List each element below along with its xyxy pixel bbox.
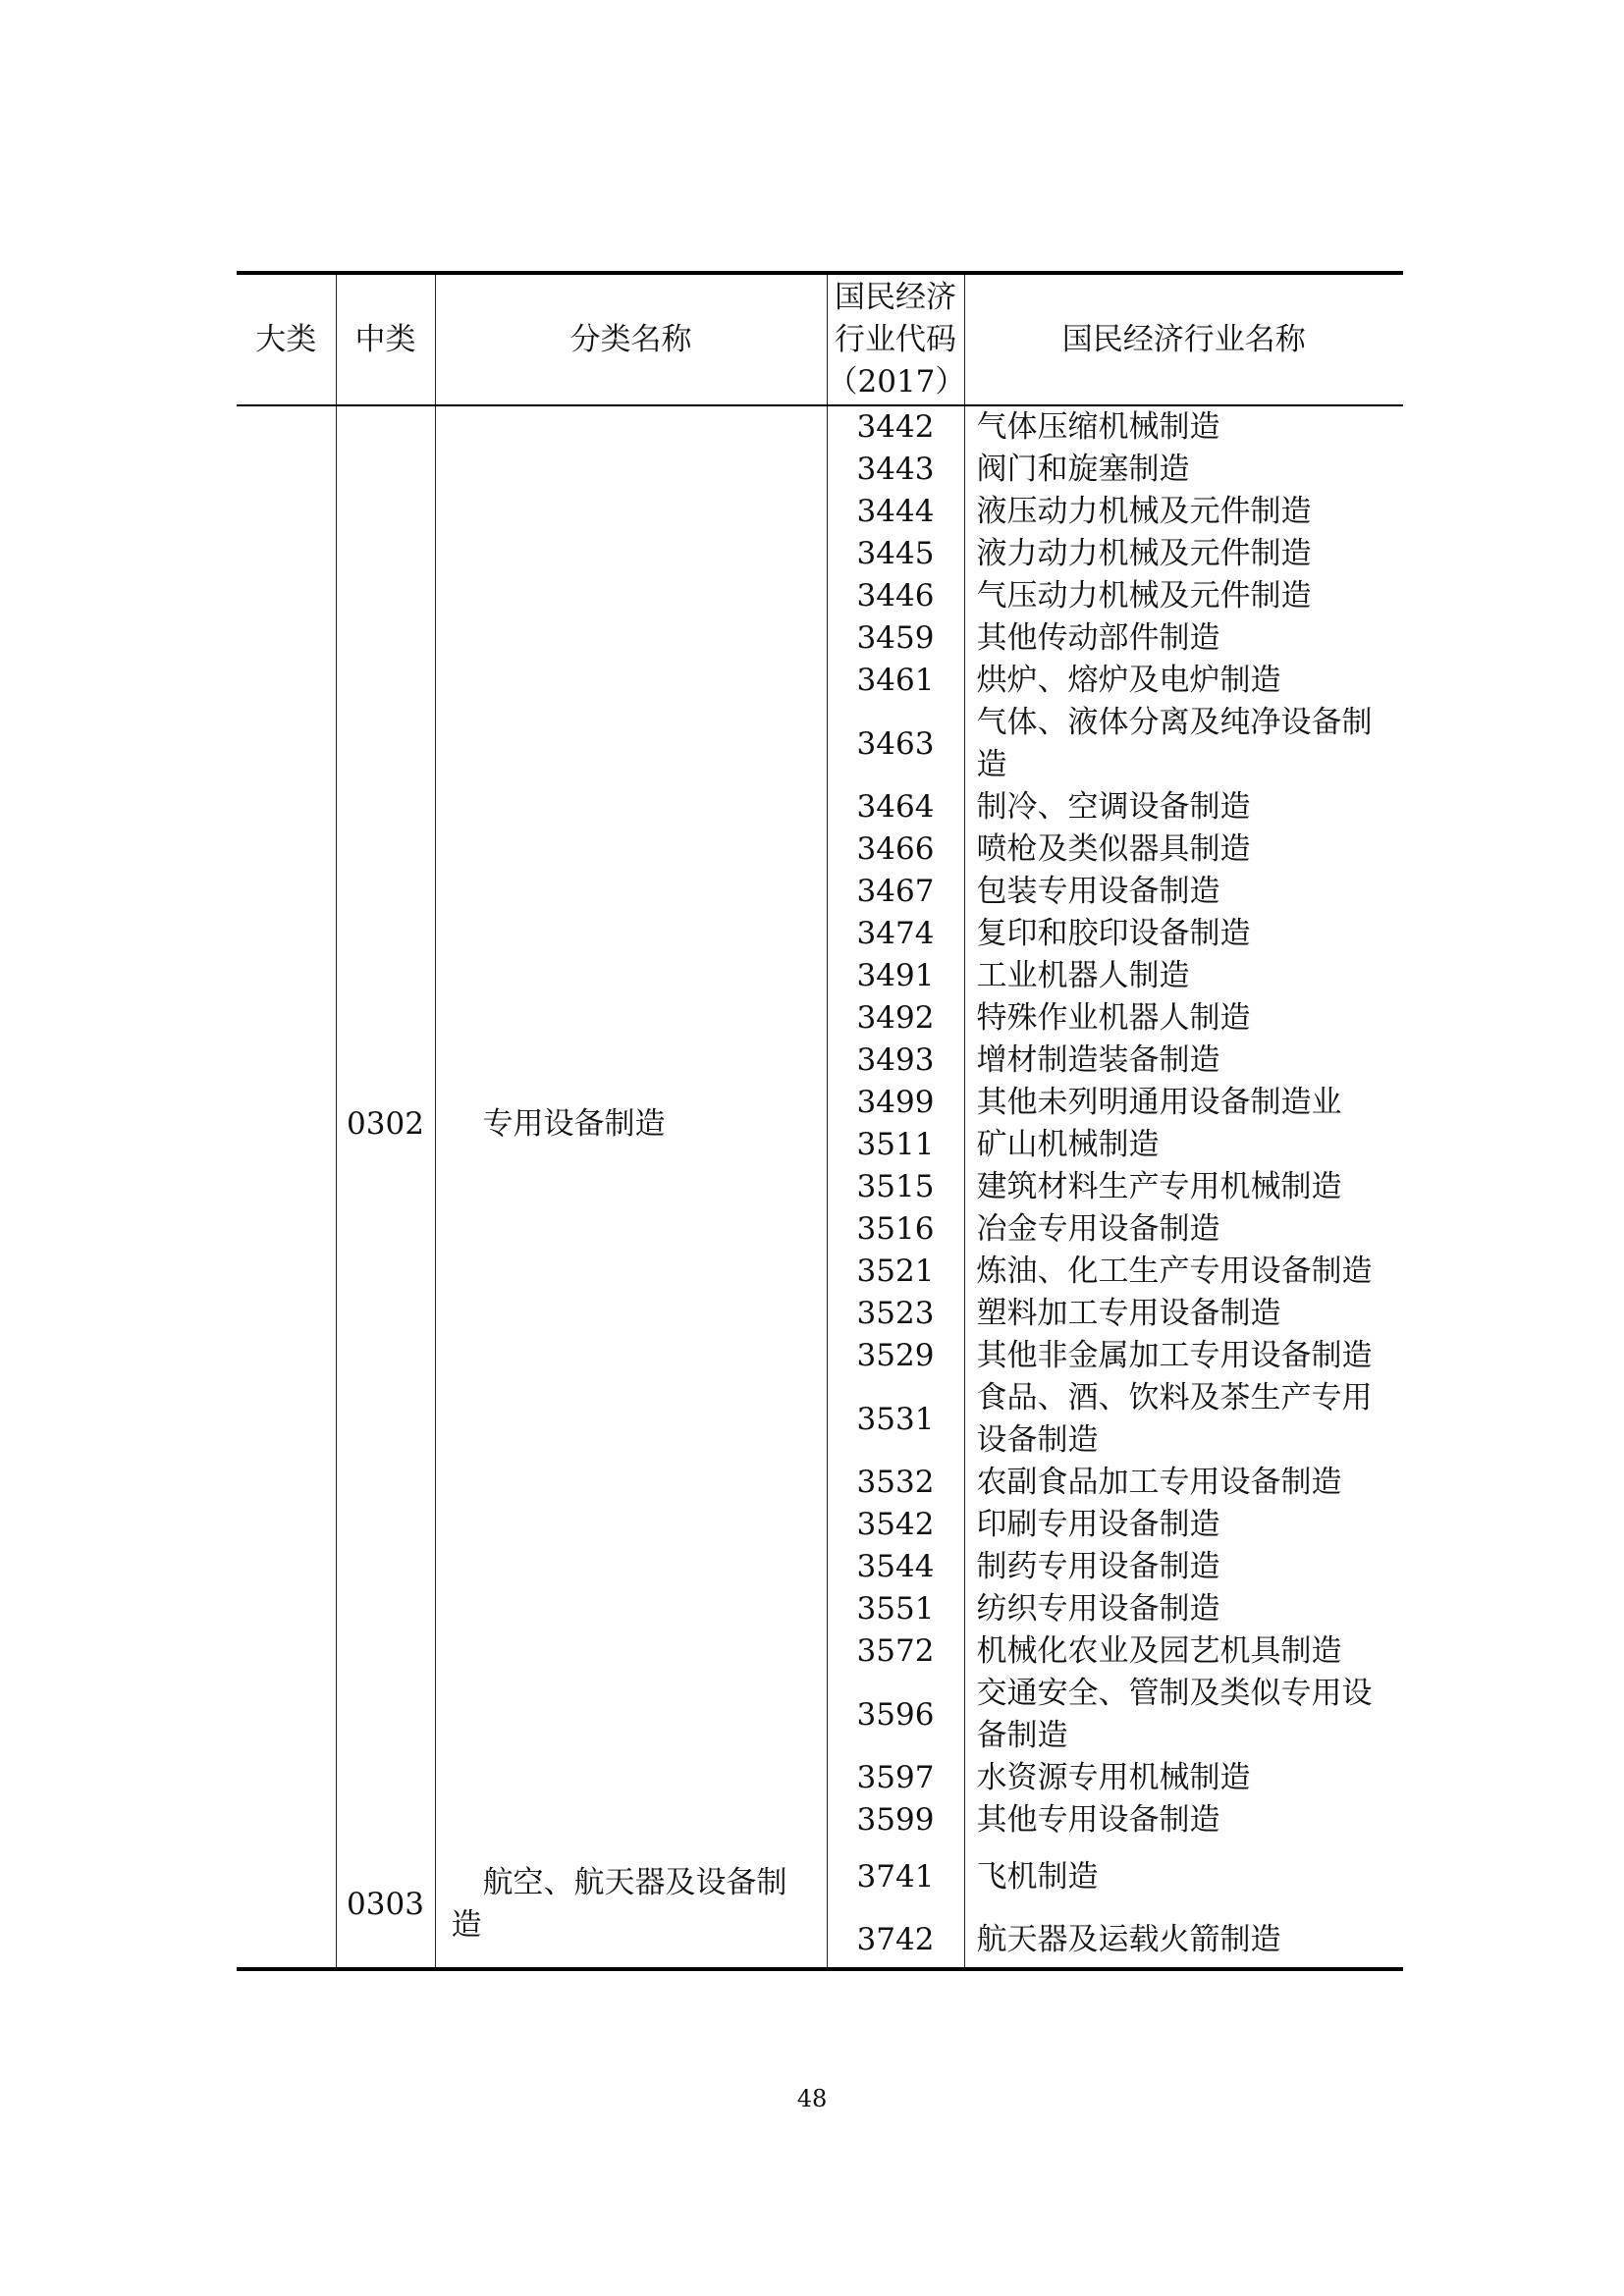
industry-name: 气压动力机械及元件制造	[964, 575, 1403, 617]
industry-name: 增材制造装备制造	[964, 1040, 1403, 1082]
table-row	[237, 1842, 1403, 1912]
industry-name: 建筑材料生产专用机械制造	[964, 1166, 1403, 1208]
industry-name: 液压动力机械及元件制造	[964, 491, 1403, 533]
industry-name: 气体、液体分离及纯净设备制造	[964, 702, 1403, 786]
industry-name: 复印和胶印设备制造	[964, 913, 1403, 955]
industry-code: 3596	[827, 1673, 964, 1757]
industry-name: 冶金专用设备制造	[964, 1208, 1403, 1251]
industry-code: 3467	[827, 871, 964, 913]
header-code-line1: 国民经济	[835, 279, 956, 315]
industry-name: 交通安全、管制及类似专用设备制造	[964, 1673, 1403, 1757]
header-industry-code	[827, 273, 964, 405]
industry-code: 3443	[827, 449, 964, 491]
industry-name: 气体压缩机械制造	[964, 405, 1403, 449]
industry-code: 3463	[827, 702, 964, 786]
industry-name: 液力动力机械及元件制造	[964, 533, 1403, 575]
industry-code: 3531	[827, 1377, 964, 1462]
industry-code: 3521	[827, 1251, 964, 1293]
industry-code: 3515	[827, 1166, 964, 1208]
header-code-line2: 行业代码	[835, 321, 956, 357]
industry-code: 3442	[827, 405, 964, 449]
industry-code: 3459	[827, 617, 964, 660]
industry-name: 喷枪及类似器具制造	[964, 828, 1403, 871]
header-major: 大类	[237, 273, 336, 405]
industry-code: 3444	[827, 491, 964, 533]
industry-name: 炼油、化工生产专用设备制造	[964, 1251, 1403, 1293]
industry-code: 3474	[827, 913, 964, 955]
industry-name: 包装专用设备制造	[964, 871, 1403, 913]
industry-code: 3446	[827, 575, 964, 617]
middle-category-code: 0303	[336, 1842, 435, 1969]
table-row	[237, 405, 1403, 449]
industry-name: 制药专用设备制造	[964, 1546, 1403, 1588]
industry-name: 阀门和旋塞制造	[964, 449, 1403, 491]
industry-name: 水资源专用机械制造	[964, 1757, 1403, 1799]
industry-code: 3742	[827, 1912, 964, 1969]
industry-code: 3529	[827, 1335, 964, 1377]
industry-name: 其他非金属加工专用设备制造	[964, 1335, 1403, 1377]
industry-name: 制冷、空调设备制造	[964, 786, 1403, 828]
industry-name: 食品、酒、饮料及茶生产专用设备制造	[964, 1377, 1403, 1462]
industry-name: 塑料加工专用设备制造	[964, 1293, 1403, 1335]
industry-name: 烘炉、熔炉及电炉制造	[964, 660, 1403, 702]
industry-code: 3445	[827, 533, 964, 575]
table-header	[237, 273, 1403, 405]
industry-name: 飞机制造	[964, 1842, 1403, 1912]
industry-code: 3493	[827, 1040, 964, 1082]
industry-code: 3532	[827, 1462, 964, 1504]
industry-code: 3511	[827, 1124, 964, 1166]
industry-code: 3741	[827, 1842, 964, 1912]
industry-code: 3523	[827, 1293, 964, 1335]
header-code-line3: （2017）	[827, 363, 966, 400]
industry-code: 3464	[827, 786, 964, 828]
industry-name: 其他专用设备制造	[964, 1799, 1403, 1842]
industry-name: 农副食品加工专用设备制造	[964, 1462, 1403, 1504]
industry-code: 3499	[827, 1082, 964, 1124]
industry-code: 3599	[827, 1799, 964, 1842]
industry-code: 3551	[827, 1588, 964, 1630]
industry-name: 机械化农业及园艺机具制造	[964, 1630, 1403, 1673]
industry-code: 3461	[827, 660, 964, 702]
header-industry-name: 国民经济行业名称	[964, 273, 1403, 405]
industry-code: 3572	[827, 1630, 964, 1673]
industry-name: 其他未列明通用设备制造业	[964, 1082, 1403, 1124]
middle-category-code: 0302	[336, 405, 435, 1842]
industry-code: 3466	[827, 828, 964, 871]
category-name: 专用设备制造	[435, 405, 827, 1842]
industry-name: 印刷专用设备制造	[964, 1504, 1403, 1546]
header-middle: 中类	[336, 273, 435, 405]
industry-name: 纺织专用设备制造	[964, 1588, 1403, 1630]
major-category-cell	[237, 405, 336, 1969]
industry-name: 特殊作业机器人制造	[964, 997, 1403, 1040]
industry-classification-table	[237, 271, 1403, 1971]
industry-name: 矿山机械制造	[964, 1124, 1403, 1166]
industry-code: 3516	[827, 1208, 964, 1251]
category-name: 航空、航天器及设备制造	[435, 1842, 827, 1969]
industry-name: 工业机器人制造	[964, 955, 1403, 997]
header-row	[237, 273, 1403, 405]
industry-code: 3544	[827, 1546, 964, 1588]
industry-code: 3597	[827, 1757, 964, 1799]
industry-code: 3492	[827, 997, 964, 1040]
industry-name: 其他传动部件制造	[964, 617, 1403, 660]
page-number: 48	[796, 2085, 828, 2112]
table-body	[237, 405, 1403, 1969]
industry-name: 航天器及运载火箭制造	[964, 1912, 1403, 1969]
header-category-name: 分类名称	[435, 273, 827, 405]
industry-code: 3542	[827, 1504, 964, 1546]
industry-code: 3491	[827, 955, 964, 997]
